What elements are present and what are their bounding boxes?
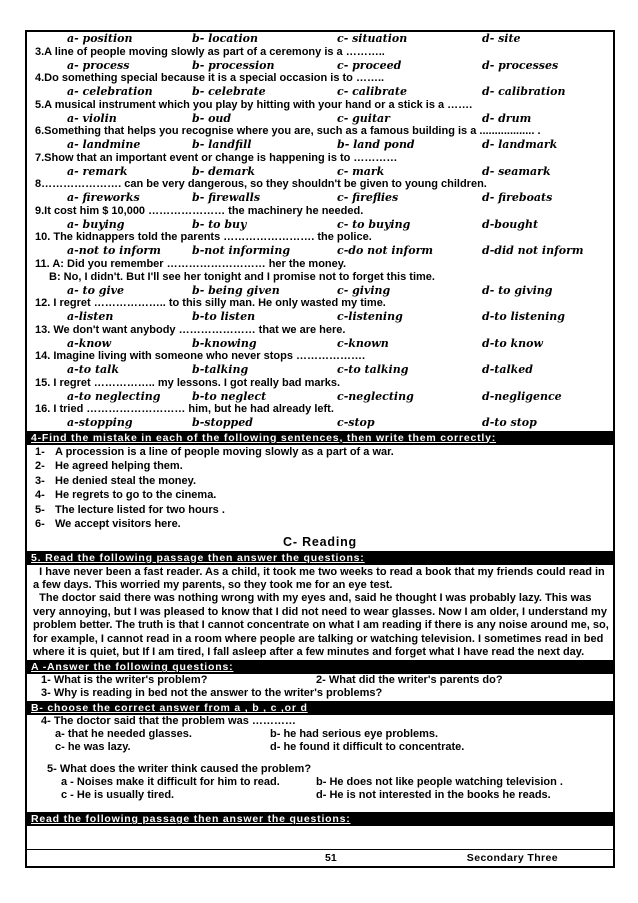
option-c: c- situation — [337, 32, 408, 45]
last-section-title: Read the following passage then answer the questions: — [31, 813, 351, 826]
section5-title: 5. Read the following passage then answer the questions: — [31, 551, 365, 564]
q4-option-d: d- he found it difficult to concentrate. — [270, 741, 465, 754]
question-text: 16. I tried ……………………… him, but he had already left. — [35, 403, 334, 415]
q4-option-b: b- he had serious eye problems. — [270, 728, 439, 741]
option-b: b- oud — [192, 111, 232, 125]
q5-option-d: d- He is not interested in the books he reads. — [316, 789, 551, 802]
question-list — [27, 46, 613, 430]
partB-question-5: 5- What does the writer think caused the problem? — [47, 763, 312, 776]
option-b: b-stopped — [192, 416, 253, 429]
list-item — [27, 445, 613, 460]
q5-options-row-1 — [27, 776, 613, 789]
option-a: a- fireworks — [67, 191, 140, 204]
section5-title-bar — [27, 551, 613, 565]
option-b: b- celebrate — [192, 85, 266, 98]
option-d: d- landmark — [482, 138, 558, 151]
q5-options-row-2 — [27, 789, 613, 802]
options-row — [27, 390, 613, 404]
option-c: c-to talking — [337, 363, 409, 376]
partA-title-bar — [27, 660, 613, 674]
question-text: 12. I regret ……………….. to this silly man. He only wasted my time. — [35, 297, 386, 309]
options-row — [27, 310, 613, 324]
q4-option-a: a- that he needed glasses. — [55, 728, 192, 741]
item-number: 6- — [35, 518, 45, 530]
option-b: b-knowing — [192, 336, 257, 350]
question-text: 14. Imagine living with someone who never stops ………………. — [35, 350, 366, 362]
option-a: a- position — [67, 32, 133, 45]
option-a: a- celebration — [67, 85, 153, 98]
q5-option-c: c - He is usually tired. — [61, 789, 175, 802]
option-d: d- site — [482, 32, 521, 45]
reading-heading: C- Reading — [283, 534, 357, 549]
question-text: 3.A line of people moving slowly as part of a ceremony is a ……….. — [35, 45, 385, 58]
item-number: 5- — [35, 503, 45, 516]
partA-title: A -Answer the following questions: — [31, 661, 234, 674]
list-item — [27, 517, 613, 532]
option-b: b- to buy — [192, 217, 247, 231]
option-c: b- land pond — [337, 138, 415, 151]
item-text: He regrets to go to the cinema. — [55, 489, 217, 501]
options-row — [27, 165, 613, 179]
option-a: a-not to inform — [67, 244, 161, 257]
page-number: 51 — [325, 852, 337, 864]
options-row — [27, 416, 613, 430]
options-row — [27, 191, 613, 205]
list-item — [27, 488, 613, 503]
option-b: b- being given — [192, 283, 280, 297]
option-d: d-did not inform — [482, 244, 584, 257]
option-d: d-talked — [482, 363, 533, 376]
option-d: d-negligence — [482, 389, 562, 403]
options-row — [27, 112, 613, 126]
option-d: d- processes — [482, 58, 559, 72]
option-d: d-to stop — [482, 416, 537, 429]
section4-title: 4-Find the mistake in each of the following sentences, then write them correctly: — [31, 431, 497, 444]
grade-label: Secondary Three — [466, 852, 558, 864]
option-b: b-to listen — [192, 310, 256, 323]
option-a: a- remark — [67, 164, 128, 178]
option-b: b-talking — [192, 363, 249, 376]
option-c: c- mark — [337, 164, 385, 178]
item-number: 4- — [35, 489, 45, 501]
option-a: a- violin — [67, 111, 117, 125]
option-c: c- giving — [337, 283, 391, 297]
last-section-title-bar — [27, 812, 613, 826]
option-a: a- to give — [67, 283, 125, 297]
item-number: 3- — [35, 474, 45, 487]
partA-question-1: 1- What is the writer's problem? — [41, 674, 208, 687]
question-text: 13. We don't want anybody ………………… that we are here. — [35, 323, 346, 336]
item-number: 1- — [35, 445, 45, 458]
question-text: 8…………………. can be very dangerous, so they shouldn't be given to young children. — [35, 178, 487, 190]
option-c: c-do not inform — [337, 244, 434, 257]
partA-question-2: 2- What did the writer's parents do? — [316, 674, 503, 687]
options-row — [27, 218, 613, 232]
partA-row-1 — [27, 674, 613, 687]
option-c: c- to buying — [337, 217, 411, 231]
list-item — [27, 503, 613, 518]
reading-passage — [27, 565, 613, 660]
option-a: a- process — [67, 58, 130, 72]
page-footer — [27, 849, 613, 866]
options-row — [27, 138, 613, 152]
options-row — [27, 59, 613, 73]
q4-option-c: c- he was lazy. — [55, 741, 131, 754]
option-d: d-to know — [482, 336, 543, 350]
worksheet-page — [25, 30, 615, 868]
option-c: c-known — [337, 336, 389, 350]
option-a: a- buying — [67, 217, 125, 231]
option-d: d- calibration — [482, 85, 566, 98]
list-item — [27, 474, 613, 489]
option-b: b- location — [192, 32, 259, 45]
item-text: A procession is a line of people moving slowly as a part of a war. — [55, 445, 394, 458]
question-text: 15. I regret …………….. my lessons. I got really bad marks. — [35, 376, 341, 389]
question-text: 11. A: Did you remember ……………………… her the money. — [35, 257, 347, 270]
partA-question-3: 3- Why is reading in bed not the answer to the writer's problems? — [41, 687, 383, 700]
question-text-continued: B: No, I didn't. But I'll see her tonight and I promise not to forget this time. — [49, 270, 435, 283]
options-row — [27, 337, 613, 351]
item-text: He denied steal the money. — [55, 474, 197, 487]
question-text: 4.Do something special because it is a special occasion is to …….. — [35, 72, 385, 84]
item-text: We accept visitors here. — [55, 518, 181, 530]
partB-title: B- choose the correct answer from a , b , c ,or d — [31, 702, 308, 715]
option-b: b-not informing — [192, 244, 291, 257]
option-c: c- fireflies — [337, 191, 399, 204]
list-item — [27, 459, 613, 474]
q5-option-b: b- He does not like people watching television . — [316, 776, 563, 789]
options-row-q2 — [27, 32, 613, 46]
question-text: 5.A musical instrument which you play by hitting with your hand or a stick is a ……. — [35, 98, 473, 111]
option-b: b- firewalls — [192, 191, 261, 204]
partB-title-bar — [27, 701, 613, 715]
question-text: 10. The kidnappers told the parents ……………………. the police. — [35, 231, 372, 243]
q4-options-row-2 — [27, 741, 613, 754]
q4-options-row-1 — [27, 728, 613, 741]
option-c: c- calibrate — [337, 85, 407, 98]
item-text: The lecture listed for two hours . — [55, 503, 225, 516]
option-c: c- guitar — [337, 111, 390, 125]
option-d: d- seamark — [482, 164, 551, 178]
option-a: a-listen — [67, 310, 114, 323]
option-a: a-stopping — [67, 416, 133, 429]
options-row — [27, 85, 613, 99]
option-a: a-to talk — [67, 363, 119, 376]
option-d: d- to giving — [482, 283, 553, 297]
option-b: b- procession — [192, 58, 275, 72]
options-row — [27, 244, 613, 258]
option-b: b- demark — [192, 164, 255, 178]
partB-question-4: 4- The doctor said that the problem was ………… — [41, 715, 296, 728]
options-row — [27, 363, 613, 377]
item-text: He agreed helping them. — [55, 460, 183, 472]
passage-paragraph-1: I have never been a fast reader. As a child, it took me two weeks to read a book that my friends could read in a few days. This worried my parents, so they took me for an eye test. — [33, 565, 605, 591]
option-a: a-to neglecting — [67, 389, 161, 403]
option-c: c-listening — [337, 310, 403, 323]
option-a: a- landmine — [67, 138, 141, 151]
option-c: c-stop — [337, 416, 375, 429]
option-c: c-neglecting — [337, 389, 414, 403]
option-a: a-know — [67, 336, 112, 350]
option-c: c- proceed — [337, 58, 402, 72]
option-b: b-to neglect — [192, 389, 267, 403]
option-d: d- fireboats — [482, 191, 553, 204]
q5-option-a: a - Noises make it difficult for him to read. — [61, 776, 280, 789]
item-number: 2- — [35, 460, 45, 472]
question-text: 6.Something that helps you recognise where you are, such as a famous building is a .................. . — [35, 125, 541, 137]
section4-title-bar — [27, 431, 613, 445]
option-b: b- landfill — [192, 138, 252, 151]
question-text: 9.It cost him $ 10,000 ………………… the machinery he needed. — [35, 204, 364, 217]
option-d: d-bought — [482, 217, 539, 231]
mistake-list — [27, 445, 613, 532]
option-d: d-to listening — [482, 310, 565, 323]
option-d: d- drum — [482, 111, 532, 125]
options-row — [27, 284, 613, 298]
passage-paragraph-2: The doctor said there was nothing wrong with my eyes and, said he thought I was probably lazy. This was very annoying, but I was pleased to know that I did not need to wear glasses. Now I am older, I understand my problem better. The truth is that I cannot concentrate on what I am reading if there is any noise around me, so, for example, I cannot read in a room where people are talking or watching television. I sometimes read in bed where it is quiet, but If I am tired, I fall asleep after a few minutes and forget what I have read the next day. — [33, 592, 609, 658]
question-text: 7.Show that an important event or change is happening is to ………… — [35, 151, 398, 164]
